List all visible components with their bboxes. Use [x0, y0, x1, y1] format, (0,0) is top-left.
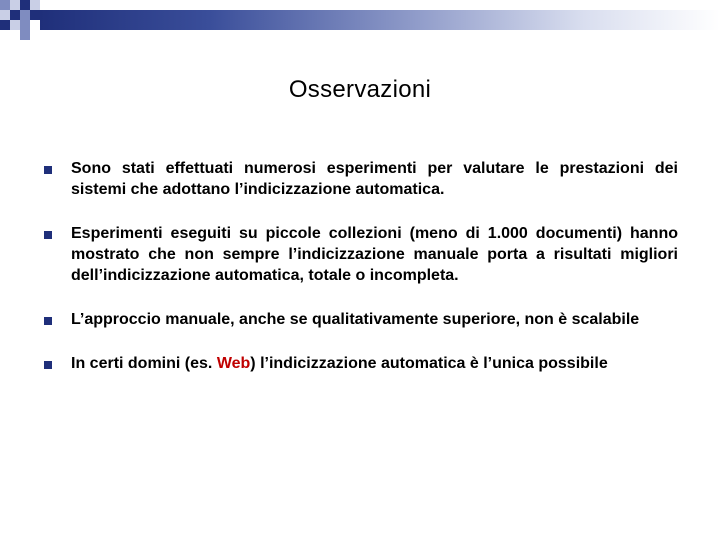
- decorative-square-icon: [10, 0, 20, 10]
- decorative-square-icon: [20, 20, 30, 30]
- slide-title: Osservazioni: [288, 76, 432, 103]
- slide-header-decoration: [0, 0, 720, 44]
- decorative-square-icon: [30, 0, 40, 10]
- decorative-square-icon: [10, 20, 20, 30]
- decorative-square-icon: [0, 0, 10, 10]
- bullet-text: Sono stati effettuati numerosi esperimenti per valutare le prestazioni dei sistemi che adottano l’indicizzazione automatica.: [71, 160, 678, 198]
- bullet-text: L’approccio manuale, anche se qualitativamente superiore, non è scalabile: [71, 311, 640, 328]
- highlighted-word: Web: [216, 355, 251, 372]
- decorative-square-icon: [0, 10, 10, 20]
- square-bullet-icon: [44, 166, 52, 174]
- decorative-square-icon: [20, 10, 30, 20]
- decorative-square-icon: [30, 10, 40, 20]
- bullet-item: [44, 158, 678, 200]
- header-gradient-bar: [40, 10, 720, 30]
- square-bullet-icon: [44, 361, 52, 369]
- decorative-square-icon: [20, 0, 30, 10]
- bullet-text-before: In certi domini (es.: [71, 355, 217, 372]
- decorative-square-icon: [20, 30, 30, 40]
- decorative-square-icon: [10, 10, 20, 20]
- square-bullet-icon: [44, 317, 52, 325]
- bullet-item: [44, 353, 678, 374]
- bullet-item: [44, 309, 678, 330]
- bullet-text-after: ) l’indicizzazione automatica è l’unica possibile: [250, 355, 608, 372]
- bullet-item: [44, 223, 678, 286]
- decorative-square-icon: [0, 20, 10, 30]
- bullet-text: Esperimenti eseguiti su piccole collezioni (meno di 1.000 documenti) hanno mostrato che non sempre l’indicizzazione manuale porta a risultati migliori dell’indicizzazione automatica, totale o incompleta.: [71, 225, 678, 284]
- bullet-list: [44, 158, 678, 374]
- bullet-text: [71, 353, 678, 374]
- square-bullet-icon: [44, 231, 52, 239]
